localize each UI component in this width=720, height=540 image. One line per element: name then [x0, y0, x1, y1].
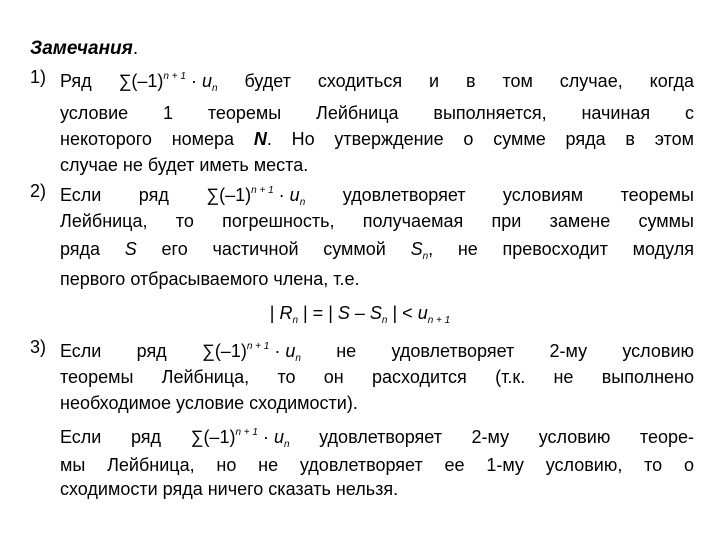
text: не удовлетворяет 2-му условию: [336, 341, 695, 361]
S: S: [369, 303, 382, 323]
remark-2-line-2: Лейбница, то погрешность, получаемая при замене суммы: [60, 211, 694, 231]
exponent: n + 1: [235, 427, 258, 438]
S: S: [337, 303, 350, 323]
sum-sign: ∑(–1): [118, 71, 164, 91]
remark-3-line-2: теоремы Лейбница, то он расходится (т.к. не выполнено: [60, 367, 694, 387]
u-term: u: [289, 185, 300, 205]
n: n: [292, 315, 298, 326]
text: Если ряд: [60, 341, 167, 361]
remark-1-line-1: [60, 64, 694, 94]
text: , не превосходит модуля: [428, 239, 694, 259]
n: n: [381, 315, 388, 326]
remarks-title: [30, 38, 138, 60]
text: Ряд: [60, 71, 92, 91]
u: u: [417, 303, 428, 323]
partial-sum: [410, 239, 694, 262]
remark-3-line-5: мы Лейбница, но не удовлетворяет ее 1-му условию, то о: [60, 455, 694, 475]
exponent: n + 1: [251, 185, 274, 196]
dot: ·: [185, 71, 202, 91]
text: . Но утверждение о сумме ряда в этом: [266, 129, 694, 149]
number-N: N: [253, 129, 267, 149]
text: удовлетворяет условиям теоремы: [342, 185, 694, 205]
n-plus-1: n + 1: [427, 315, 451, 326]
title-dot: .: [132, 38, 139, 59]
series-formula: [119, 64, 218, 102]
remark-2-line-1: [60, 178, 694, 208]
remark-2-number: 2): [30, 181, 47, 201]
sum-sign: ∑(–1): [190, 427, 236, 447]
sum-sign: ∑(–1): [201, 341, 247, 361]
text: удовлетворяет 2-му условию теоре-: [319, 427, 695, 447]
text: Если ряд: [60, 185, 169, 205]
S: S: [410, 239, 423, 259]
text: некоторого номера: [60, 129, 235, 149]
n: n: [422, 251, 429, 262]
text: | = |: [298, 303, 338, 323]
index: n: [295, 353, 301, 364]
text: будет сходиться и в том случае, когда: [244, 71, 694, 91]
remark-3-line-3: необходимое условие сходимости).: [60, 393, 358, 413]
text: ряда: [60, 239, 101, 259]
text: | <: [387, 303, 418, 323]
sum-sign: ∑(–1): [206, 185, 252, 205]
text: Если ряд: [60, 427, 162, 447]
text: –: [349, 303, 370, 323]
remark-1-line-2: условие 1 теоремы Лейбница выполняется, начиная с: [60, 103, 694, 123]
remark-1-line-3: [60, 126, 694, 152]
remark-1-number: 1): [30, 67, 47, 87]
u-term: u: [201, 71, 212, 91]
remark-3-line-1: [60, 334, 695, 364]
exponent: n + 1: [246, 341, 270, 352]
remark-2-line-4: первого отбрасываемого члена, т.е.: [60, 269, 360, 289]
error-inequality: [0, 300, 720, 334]
remark-3-line-6: сходимости ряда ничего сказать нельзя.: [60, 479, 399, 499]
u-term: u: [273, 427, 284, 447]
index: n: [284, 439, 290, 450]
remark-1-line-4: случае не будет иметь места.: [60, 155, 309, 175]
remark-3-line-4: [60, 420, 695, 450]
index: n: [211, 83, 218, 94]
u-term: u: [285, 341, 296, 361]
sum-S: S: [124, 239, 137, 259]
R: R: [279, 303, 293, 323]
text: его частичной суммой: [161, 239, 386, 259]
remark-3-number: 3): [30, 337, 47, 357]
title-text: Замечания: [30, 38, 133, 59]
exponent: n + 1: [163, 71, 186, 82]
dot: ·: [257, 427, 274, 447]
index: n: [299, 197, 306, 208]
remark-2-line-3: [60, 236, 694, 262]
text: |: [269, 303, 280, 323]
dot: ·: [269, 341, 286, 361]
dot: ·: [273, 185, 290, 205]
